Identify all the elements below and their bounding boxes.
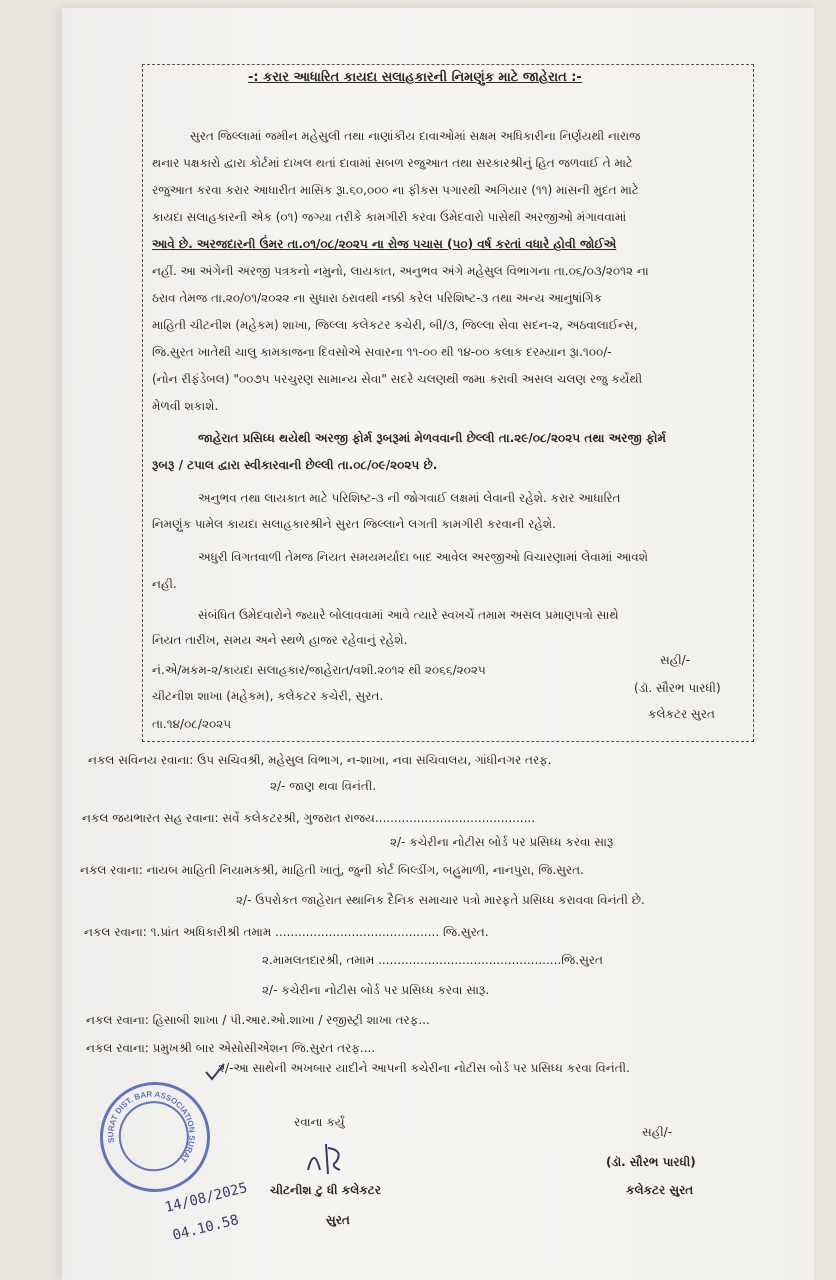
copy-line: નકલ રવાના: નાયબ માહિતી નિયામકશ્રી, માહિતી ખાતું, જુની કોર્ટ બિલ્ડીંગ, બહુમાળી, નાનપુરા, જિ.સુરત. — [80, 863, 584, 877]
para1-line: નહીં. આ અંગેની અરજી પત્રકનો નમુનો, લાયકાત, અનુભવ અંગે મહેસુલ વિભાગના તા.૦૬/૦૩/૨૦૧૨ ના — [152, 264, 649, 278]
handwritten-date: 14/08/2025 — [163, 1180, 249, 1216]
footer-designation: કલેકટર સુરત — [626, 1183, 694, 1197]
notice-date: તા.૧૪/૦૮/૨૦૨૫ — [152, 717, 232, 731]
copy-sub: ૨/- કચેરીના નોટીસ બોર્ડ પર પ્રસિધ્ધ કરવા સારૂ. — [262, 983, 490, 997]
copy-line: નકલ રવાના: ૧.પ્રાંત અધિકારીશ્રી તમામ ........................................... જિ.સુરત. — [84, 925, 489, 939]
stamp-text: SURAT DIST. BAR ASSOCIATION SURAT — [106, 1089, 197, 1165]
copy-line: ૨.મામલતદારશ્રી, તમામ ................................................જિ.સુરત — [262, 953, 603, 967]
footer-signature-label: સહી/- — [642, 1125, 673, 1139]
para1-line: રજુઆત કરવા કરાર આધારીત માસિક રૂા.૬૦,૦૦૦ ના ફીકસ પગારથી અગિયાર (૧૧) માસની મુદત માટે — [152, 183, 639, 197]
para1-line: ઠરાવ તેમજ તા.૨૦/૦૧/૨૦૨૨ ના સુધારા ઠરાવથી નક્કી કરેલ પરિશિષ્ટ-૩ તથા અન્ય આનુષાંગિક — [152, 291, 603, 305]
para5-line: સંબંધિત ઉમેદવારોને જ્યારે બોલાવવામાં આવે ત્યારે સ્વખર્ચે તમામ અસલ પ્રમાણપત્રો સાથે — [198, 608, 619, 622]
handwritten-time: 04.10.58 — [171, 1212, 241, 1244]
para3-line: નિમણુંક પામેલ કાયદા સલાહકારશ્રીને સુરત જિલ્લાને લગતી કામગીરી કરવાની રહેશે. — [152, 517, 556, 531]
copy-sub: ૨/- ઉપરોકત જાહેરાત સ્થાનિક દૈનિક સમાચાર પત્રો મારફતે પ્રસિધ્ધ કરાવવા વિનંતી છે. — [236, 893, 645, 907]
copy-sub: ૨/-આ સાથેની અખબાર યાદીને આપની કચેરીના નોટીસ બોર્ડ પર પ્રસિધ્ધ કરવા વિનંતી. — [218, 1061, 630, 1075]
signature-label: સહી/- — [660, 653, 691, 667]
svg-text:SURAT DIST. BAR ASSOCIATION SU — [98, 1081, 203, 1179]
dispatched-label: રવાના કર્યું — [294, 1115, 345, 1129]
copy-line: નકલ રવાના: હિસાબી શાખા / પી.આર.ઓ.શાખા / રજીસ્ટ્રી શાખા તરફ... — [86, 1013, 430, 1027]
footer-signatory-name: (ડૉ. સૌરભ પારધી) — [606, 1155, 696, 1169]
initials-signature-icon — [300, 1140, 360, 1180]
copy-line: નકલ રવાના: પ્રમુખશ્રી બાર એસોસીએશન જિ.સુરત તરફ.... — [86, 1041, 376, 1055]
issuing-office: ચીટનીશ શાખા (મહેકમ), કલેકટર કચેરી, સુરત. — [152, 689, 384, 703]
para1-line: મેળવી શકાશે. — [152, 399, 219, 413]
para5-line: નિયત તારીખ, સમય અને સ્થળે હાજર રહેવાનું રહેશે. — [152, 633, 408, 647]
reference-number: નં.એ/મકમ-૨/કાયદા સલાહકાર/જાહેરાત/વશી.૨૦૧૨ થી ૨૦૬૬/૨૦૨૫ — [152, 663, 486, 677]
para1-line: થનાર પક્ષકારો દ્વારા કોર્ટમાં દાખલ થતાં દાવામાં સબળ રજુઆત તથા સરકારશ્રીનું હિત જળવાઈ તે માટે — [152, 156, 633, 170]
para2-line: રૂબરૂ / ટપાલ દ્વારા સ્વીકારવાની છેલ્લી તા.૦૮/૦૯/૨૦૨૫ છે. — [152, 458, 438, 472]
copy-line: નકલ સવિનય રવાના: ઉપ સચિવશ્રી, મહેસુલ વિભાગ, ન-શાખા, નવા સચિવાલય, ગાંધીનગર તરફ. — [88, 753, 552, 767]
tick-mark-icon — [204, 1062, 226, 1082]
stamp-ring-text — [93, 1077, 209, 1193]
para4-line: અધુરી વિગતવાળી તેમજ નિયત સમયમર્યાદા બાદ આવેલ અરજીઓ વિચારણામાં લેવામાં આવશે — [198, 550, 648, 564]
para3-line: અનુભવ તથા લાયકાત માટે પરિશિષ્ટ-૩ ની જોગવાઈ લક્ષમાં લેવાની રહેશે. કરાર આધારિત — [198, 491, 621, 505]
para2-line: જાહેરાત પ્રસિધ્ધ થયેથી અરજી ફોર્મ રૂબરૂમાં મેળવવાની છેલ્લી તા.૨૯/૦૮/૨૦૨૫ તથા અરજી ફોર્મ — [198, 431, 666, 445]
copy-sub: ૨/- જાણ થવા વિનંતી. — [270, 779, 377, 793]
para1-line: સુરત જિલ્લામાં જમીન મહેસુલી તથા નાણાંકીય દાવાઓમાં સક્ષમ અધિકારીના નિર્ણયથી નારાજ — [190, 129, 641, 143]
clerk-city: સુરત — [326, 1213, 350, 1227]
para1-line: (નોન રીફંડેબલ) "૦૦૭૫ પરચુરણ સામાન્ય સેવા" સદરે ચલણથી જમા કરાવી અસલ ચલણ રજુ કર્યેથી — [152, 372, 643, 386]
signatory-designation: કલેકટર સુરત — [648, 707, 715, 721]
para1-line: આવે છે. અરજદારની ઉંમર તા.૦૧/૦૮/૨૦૨૫ ના રોજ પચાસ (૫૦) વર્ષ કરતાં વધારે હોવી જોઈએ — [152, 237, 617, 251]
clerk-designation: ચીટનીશ ટુ ધી કલેકટર — [270, 1183, 381, 1197]
copy-line: નકલ જયભારત સહ રવાના: સર્વે કલેકટરશ્રી, ગુજરાત રાજય.......................................... — [82, 811, 536, 825]
para1-line: કાયદા સલાહકારની એક (૦૧) જગ્યા તરીકે કામગીરી કરવા ઉમેદવારો પાસેથી અરજીઓ મંગાવવામાં — [152, 210, 627, 224]
para1-line: જિ.સુરત ખાતેથી ચાલુ કામકાજના દિવસોએ સવારના ૧૧-૦૦ થી ૧૪-૦૦ કલાક દરમ્યાન રૂા.૧૦૦/- — [152, 345, 612, 359]
para4-line: નહી. — [152, 577, 177, 591]
notice-title: -: કરાર આધારિત કાયદા સલાહકારની નિમણુંક માટે જાહેરાત :- — [248, 70, 582, 85]
signatory-name: (ડૉ. સૌરભ પારધી) — [634, 681, 721, 695]
para1-line: માહિતી ચીટનીશ (મહેકમ) શાખા, જિલ્લા કલેકટર કચેરી, બી/૩, જિલ્લા સેવા સદન-૨, અઠવાલાઈન્સ, — [152, 318, 638, 332]
copy-sub: ૨/- કચેરીના નોટીસ બોર્ડ પર પ્રસિધ્ધ કરવા સારૂ — [390, 835, 614, 849]
